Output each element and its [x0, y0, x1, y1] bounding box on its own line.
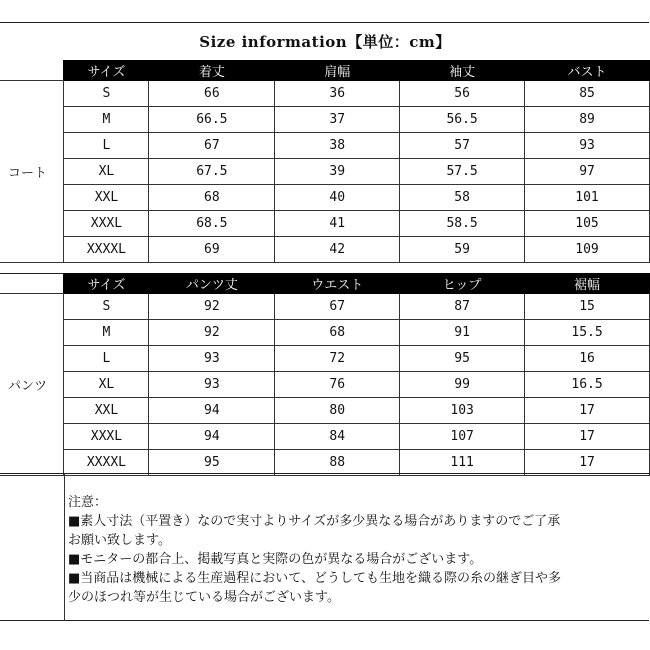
size-cell: XL: [64, 159, 149, 185]
group-label-coat: コート: [0, 81, 64, 263]
value-cell: 56: [400, 81, 525, 107]
table-row: [0, 450, 650, 476]
value-cell: 93: [149, 346, 275, 372]
table-row: [0, 159, 650, 185]
page-title: Size information【単位：cm】: [199, 32, 451, 51]
value-cell: 17: [525, 424, 650, 450]
size-cell: L: [64, 133, 149, 159]
value-cell: 16.5: [525, 372, 650, 398]
value-cell: 67: [149, 133, 275, 159]
value-cell: 76: [275, 372, 400, 398]
value-cell: 111: [400, 450, 525, 476]
value-cell: 66.5: [149, 107, 275, 133]
value-cell: 99: [400, 372, 525, 398]
col-header-hip: ヒップ: [400, 274, 525, 294]
notes-text: [68, 493, 648, 607]
notes-line: お願い致します。: [68, 533, 171, 548]
table-row: [0, 424, 650, 450]
value-cell: 94: [149, 424, 275, 450]
size-cell: XXL: [64, 185, 149, 211]
value-cell: 94: [149, 398, 275, 424]
table-row: [0, 237, 650, 263]
col-header-waist: ウエスト: [275, 274, 400, 294]
value-cell: 87: [400, 294, 525, 320]
value-cell: 16: [525, 346, 650, 372]
value-cell: 69: [149, 237, 275, 263]
size-cell: XL: [64, 372, 149, 398]
table-row: [0, 320, 650, 346]
size-cell: XXXXL: [64, 237, 149, 263]
notes-heading: 注意：: [68, 495, 108, 510]
value-cell: 56.5: [400, 107, 525, 133]
value-cell: 17: [525, 450, 650, 476]
value-cell: 37: [275, 107, 400, 133]
value-cell: 39: [275, 159, 400, 185]
table-row: [0, 211, 650, 237]
value-cell: 67.5: [149, 159, 275, 185]
size-cell: M: [64, 320, 149, 346]
col-header-shoulder: 肩幅: [275, 61, 400, 81]
table-row: [0, 107, 650, 133]
size-cell: XXL: [64, 398, 149, 424]
col-header-length: 着丈: [149, 61, 275, 81]
value-cell: 17: [525, 398, 650, 424]
value-cell: 42: [275, 237, 400, 263]
table-corner: [0, 61, 64, 81]
table-row: [0, 185, 650, 211]
value-cell: 66: [149, 81, 275, 107]
value-cell: 80: [275, 398, 400, 424]
table-row: [0, 81, 650, 107]
col-header-pants-length: パンツ丈: [149, 274, 275, 294]
notes-line: 少のほつれ等が生じている場合がございます。: [68, 590, 340, 605]
notes-section: [0, 473, 650, 621]
value-cell: 67: [275, 294, 400, 320]
value-cell: 95: [149, 450, 275, 476]
value-cell: 89: [525, 107, 650, 133]
value-cell: 93: [149, 372, 275, 398]
value-cell: 93: [525, 133, 650, 159]
col-header-sleeve: 袖丈: [400, 61, 525, 81]
value-cell: 107: [400, 424, 525, 450]
size-cell: L: [64, 346, 149, 372]
value-cell: 40: [275, 185, 400, 211]
value-cell: 36: [275, 81, 400, 107]
value-cell: 85: [525, 81, 650, 107]
value-cell: 68: [275, 320, 400, 346]
size-cell: XXXL: [64, 211, 149, 237]
value-cell: 105: [525, 211, 650, 237]
value-cell: 68.5: [149, 211, 275, 237]
size-cell: XXXL: [64, 424, 149, 450]
value-cell: 59: [400, 237, 525, 263]
size-cell: M: [64, 107, 149, 133]
value-cell: 92: [149, 294, 275, 320]
value-cell: 88: [275, 450, 400, 476]
notes-left-cell: [0, 473, 65, 621]
notes-line: ■素人寸法（平置き）なので実寸よりサイズが多少異なる場合がありますのでご了承: [68, 514, 561, 529]
value-cell: 57: [400, 133, 525, 159]
value-cell: 15: [525, 294, 650, 320]
notes-line: ■当商品は機械による生産過程において、どうしても生地を織る際の糸の継ぎ目や多: [68, 571, 562, 586]
value-cell: 84: [275, 424, 400, 450]
size-cell: XXXXL: [64, 450, 149, 476]
value-cell: 38: [275, 133, 400, 159]
value-cell: 97: [525, 159, 650, 185]
table-row: [0, 398, 650, 424]
value-cell: 95: [400, 346, 525, 372]
size-cell: S: [64, 294, 149, 320]
col-header-hem-width: 裾幅: [525, 274, 650, 294]
value-cell: 92: [149, 320, 275, 346]
value-cell: 58.5: [400, 211, 525, 237]
value-cell: 57.5: [400, 159, 525, 185]
value-cell: 41: [275, 211, 400, 237]
pants-size-table: [0, 273, 650, 476]
value-cell: 101: [525, 185, 650, 211]
coat-size-table: [0, 60, 650, 263]
size-cell: S: [64, 81, 149, 107]
col-header-bust: バスト: [525, 61, 650, 81]
table-row: [0, 346, 650, 372]
value-cell: 91: [400, 320, 525, 346]
value-cell: 109: [525, 237, 650, 263]
group-label-pants: パンツ: [0, 294, 64, 476]
value-cell: 58: [400, 185, 525, 211]
value-cell: 72: [275, 346, 400, 372]
notes-line: ■モニターの都合上、掲載写真と実際の色が異なる場合がございます。: [68, 552, 483, 567]
table-row: [0, 133, 650, 159]
col-header-size: サイズ: [64, 274, 149, 294]
table-row: [0, 372, 650, 398]
value-cell: 68: [149, 185, 275, 211]
value-cell: 15.5: [525, 320, 650, 346]
table-corner: [0, 274, 64, 294]
table-row: [0, 294, 650, 320]
col-header-size: サイズ: [64, 61, 149, 81]
value-cell: 103: [400, 398, 525, 424]
